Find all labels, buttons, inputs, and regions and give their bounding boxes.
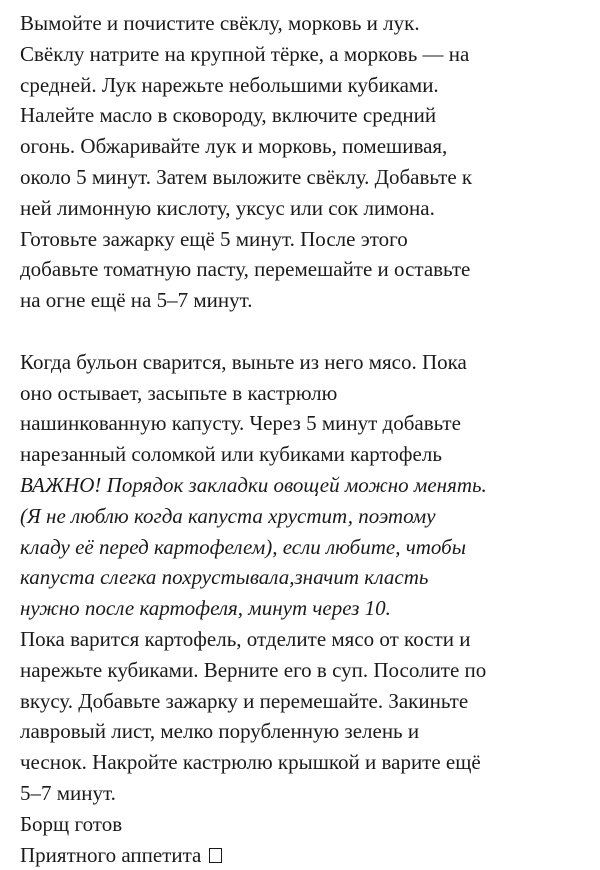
important-note bbox=[20, 470, 580, 624]
text-line: огонь. Обжаривайте лук и морковь, помешивая, bbox=[20, 134, 448, 159]
paragraph-finishing bbox=[20, 624, 580, 809]
text-line: Пока варится картофель, отделите мясо от кости и bbox=[20, 626, 471, 651]
borsch-ready-text: Борщ готов bbox=[20, 811, 123, 836]
text-line: ней лимонную кислоту, уксус или сок лимона. bbox=[20, 195, 435, 220]
note-line: капуста слегка похрустывала,значит класть bbox=[20, 565, 429, 590]
closing bbox=[20, 809, 580, 870]
text-line: нашинкованную капусту. Через 5 минут добавьте bbox=[20, 411, 461, 436]
note-line: кладу её перед картофелем), если любите, чтобы bbox=[20, 534, 466, 559]
text-line: добавьте томатную пасту, перемешайте и оставьте bbox=[20, 257, 471, 282]
text-line: лавровый лист, мелко порубленную зелень и bbox=[20, 719, 420, 744]
text-line: около 5 минут. Затем выложите свёклу. Добавьте к bbox=[20, 164, 473, 189]
text-line: на огне ещё на 5–7 минут. bbox=[20, 288, 253, 313]
text-line: чеснок. Накройте кастрюлю крышкой и варите ещё bbox=[20, 750, 481, 775]
paragraph-spacer bbox=[20, 316, 580, 347]
text-line: Готовьте зажарку ещё 5 минут. После этого bbox=[20, 226, 408, 251]
text-line: 5–7 минут. bbox=[20, 780, 116, 805]
text-line: нарежьте кубиками. Верните его в суп. Посолите по bbox=[20, 657, 487, 682]
text-line: Свёклу натрите на крупной тёрке, а морковь — на bbox=[20, 41, 470, 66]
bon-appetit-line bbox=[20, 840, 580, 870]
text-line: нарезанный соломкой или кубиками картофель bbox=[20, 442, 442, 467]
bon-appetit-text: Приятного аппетита bbox=[20, 842, 202, 867]
text-line: Налейте масло в сковороду, включите средний bbox=[20, 103, 437, 128]
text-line: оно остывает, засыпьте в кастрюлю bbox=[20, 380, 338, 405]
note-line: (Я не люблю когда капуста хрустит, поэтому bbox=[20, 503, 436, 528]
text-line: Вымойте и почистите свёклу, морковь и лук. bbox=[20, 11, 420, 35]
text-line: Когда бульон сварится, выньте из него мясо. Пока bbox=[20, 349, 467, 374]
text-line: средней. Лук нарежьте небольшими кубиками. bbox=[20, 72, 439, 97]
note-line: нужно после картофеля, минут через 10. bbox=[20, 596, 391, 621]
paragraph-broth-and-potatoes bbox=[20, 347, 580, 624]
note-line: ВАЖНО! Порядок закладки овощей можно менять. bbox=[20, 472, 487, 497]
text-line: вкусу. Добавьте зажарку и перемешайте. Закиньте bbox=[20, 688, 469, 713]
paragraph-vegetable-prep bbox=[20, 8, 580, 316]
missing-glyph-box-icon bbox=[209, 848, 222, 863]
